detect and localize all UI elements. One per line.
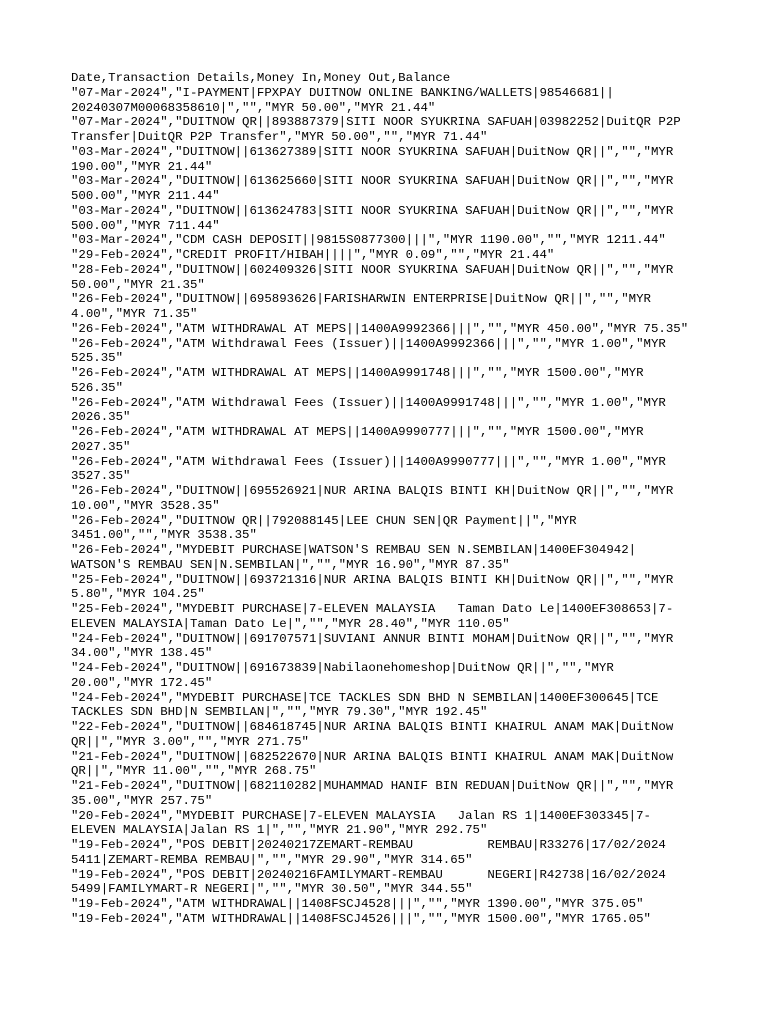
csv-text-line: 5.80","MYR 104.25" <box>71 587 205 602</box>
csv-text-line: 35.00","MYR 257.75" <box>71 793 213 808</box>
csv-text-line: 3527.35" <box>71 469 131 484</box>
csv-text-line: "20-Feb-2024","MYDEBIT PURCHASE|7-ELEVEN MALAYSIA Jalan RS 1|1400EF303345|7- <box>71 808 651 823</box>
csv-text-line: 4.00","MYR 71.35" <box>71 307 198 321</box>
csv-text-line: 10.00","MYR 3528.35" <box>71 498 220 513</box>
csv-text-line: "26-Feb-2024","ATM WITHDRAWAL AT MEPS||1400A9990777|||","","MYR 1500.00","MYR <box>71 425 644 439</box>
csv-text-line: Transfer|DuitQR P2P Transfer","MYR 50.00","","MYR 71.44" <box>71 130 488 144</box>
csv-text-line: "21-Feb-2024","DUITNOW||682522670|NUR ARINA BALQIS BINTI KHAIRUL ANAM MAK|DuitNow <box>71 749 674 764</box>
csv-text-line: "03-Mar-2024","CDM CASH DEPOSIT||9815S0877300|||","MYR 1190.00","","MYR 1211.44" <box>71 233 666 248</box>
csv-text-line: "26-Feb-2024","ATM Withdrawal Fees (Issuer)||1400A9992366|||","","MYR 1.00","MYR <box>71 336 666 351</box>
csv-text-line: "19-Feb-2024","POS DEBIT|20240217ZEMART-REMBAU REMBAU|R33276|17/02/2024 <box>71 838 666 852</box>
csv-text-line: "26-Feb-2024","DUITNOW||695526921|NUR ARINA BALQIS BINTI KH|DuitNow QR||","","MYR <box>71 484 674 498</box>
csv-text-line: "19-Feb-2024","ATM WITHDRAWAL||1408FSCJ4528|||","","MYR 1390.00","MYR 375.05" <box>71 897 644 911</box>
csv-text-line: "03-Mar-2024","DUITNOW||613625660|SITI NOOR SYUKRINA SAFUAH|DuitNow QR||","","MYR <box>71 174 674 189</box>
csv-header-line: Date,Transaction Details,Money In,Money Out,Balance <box>71 71 451 85</box>
csv-text-line: "26-Feb-2024","ATM WITHDRAWAL AT MEPS||1400A9991748|||","","MYR 1500.00","MYR <box>71 366 644 380</box>
csv-text-line: 20.00","MYR 172.45" <box>71 675 213 690</box>
csv-text-line: "07-Mar-2024","I-PAYMENT|FPXPAY DUITNOW ONLINE BANKING/WALLETS|98546681|| <box>71 85 614 100</box>
csv-text-line: "22-Feb-2024","DUITNOW||684618745|NUR ARINA BALQIS BINTI KHAIRUL ANAM MAK|DuitNow <box>71 720 674 734</box>
csv-text-line: "19-Feb-2024","POS DEBIT|20240216FAMILYMART-REMBAU NEGERI|R42738|16/02/2024 <box>71 867 666 882</box>
csv-text-line: 50.00","MYR 21.35" <box>71 277 205 292</box>
csv-text-line: "24-Feb-2024","DUITNOW||691707571|SUVIANI ANNUR BINTI MOHAM|DuitNow QR||","","MYR <box>71 631 674 646</box>
csv-text-line: "26-Feb-2024","DUITNOW||695893626|FARISHARWIN ENTERPRISE|DuitNow QR||","","MYR <box>71 292 651 307</box>
csv-text-line: "03-Mar-2024","DUITNOW||613624783|SITI NOOR SYUKRINA SAFUAH|DuitNow QR||","","MYR <box>71 203 674 218</box>
csv-text-line: 526.35" <box>71 380 124 395</box>
csv-text-line: WATSON'S REMBAU SEN|N.SEMBILAN|","","MYR 16.90","MYR 87.35" <box>71 557 510 572</box>
csv-text-line: 3451.00","","MYR 3538.35" <box>71 528 257 543</box>
csv-text-line: "21-Feb-2024","DUITNOW||682110282|MUHAMMAD HANIF BIN REDUAN|DuitNow QR||","","MYR <box>71 779 674 793</box>
csv-text-line: "26-Feb-2024","ATM Withdrawal Fees (Issuer)||1400A9991748|||","","MYR 1.00","MYR <box>71 395 666 410</box>
csv-text-line: "24-Feb-2024","MYDEBIT PURCHASE|TCE TACKLES SDN BHD N SEMBILAN|1400EF300645|TCE <box>71 690 659 705</box>
csv-text-line: QR||","MYR 11.00","","MYR 268.75" <box>71 764 317 779</box>
csv-text-line: 5411|ZEMART-REMBA REMBAU|","","MYR 29.90","MYR 314.65" <box>71 852 473 867</box>
csv-text-line: "03-Mar-2024","DUITNOW||613627389|SITI NOOR SYUKRINA SAFUAH|DuitNow QR||","","MYR <box>71 144 674 159</box>
csv-document <box>71 71 761 927</box>
csv-text-line: 20240307M00068358610|","","MYR 50.00","MYR 21.44" <box>71 100 436 115</box>
csv-text-line: "24-Feb-2024","DUITNOW||691673839|Nabilaonehomeshop|DuitNow QR||","","MYR <box>71 661 614 675</box>
csv-text-line: "07-Mar-2024","DUITNOW QR||893887379|SITI NOOR SYUKRINA SAFUAH|03982252|DuitQR P2P <box>71 115 681 130</box>
csv-text-line: "25-Feb-2024","DUITNOW||693721316|NUR ARINA BALQIS BINTI KH|DuitNow QR||","","MYR <box>71 572 674 587</box>
csv-text-line: "26-Feb-2024","DUITNOW QR||792088145|LEE CHUN SEN|QR Payment||","MYR <box>71 513 577 528</box>
csv-text-line: "29-Feb-2024","CREDIT PROFIT/HIBAH||||","MYR 0.09","","MYR 21.44" <box>71 248 555 262</box>
csv-text-line: "26-Feb-2024","ATM Withdrawal Fees (Issuer)||1400A9990777|||","","MYR 1.00","MYR <box>71 454 666 469</box>
csv-text-line: 190.00","MYR 21.44" <box>71 159 213 174</box>
csv-text-line: "25-Feb-2024","MYDEBIT PURCHASE|7-ELEVEN MALAYSIA Taman Dato Le|1400EF308653|7- <box>71 602 674 616</box>
csv-text-line: QR||","MYR 3.00","","MYR 271.75" <box>71 734 309 749</box>
csv-text-line: 500.00","MYR 211.44" <box>71 189 220 203</box>
csv-text-line: "28-Feb-2024","DUITNOW||602409326|SITI NOOR SYUKRINA SAFUAH|DuitNow QR||","","MYR <box>71 262 674 277</box>
csv-text-line: ELEVEN MALAYSIA|Taman Dato Le|","","MYR 28.40","MYR 110.05" <box>71 616 510 631</box>
csv-text-line: 5499|FAMILYMART-R NEGERI|","","MYR 30.50","MYR 344.55" <box>71 882 473 897</box>
csv-text-line: 525.35" <box>71 351 124 366</box>
csv-text-line: "26-Feb-2024","ATM WITHDRAWAL AT MEPS||1400A9992366|||","","MYR 450.00","MYR 75.35" <box>71 321 689 336</box>
csv-text-line: 2026.35" <box>71 410 131 425</box>
csv-text-line: "19-Feb-2024","ATM WITHDRAWAL||1408FSCJ4526|||","","MYR 1500.00","MYR 1765.05" <box>71 911 651 926</box>
csv-text-line: 500.00","MYR 711.44" <box>71 218 220 233</box>
csv-text-line: TACKLES SDN BHD|N SEMBILAN|","","MYR 79.30","MYR 192.45" <box>71 705 488 720</box>
csv-text-line: ELEVEN MALAYSIA|Jalan RS 1|","","MYR 21.90","MYR 292.75" <box>71 823 488 838</box>
csv-text-line: 2027.35" <box>71 439 131 454</box>
csv-text-line: 34.00","MYR 138.45" <box>71 646 213 661</box>
csv-text-line: "26-Feb-2024","MYDEBIT PURCHASE|WATSON'S REMBAU SEN N.SEMBILAN|1400EF304942| <box>71 543 637 557</box>
